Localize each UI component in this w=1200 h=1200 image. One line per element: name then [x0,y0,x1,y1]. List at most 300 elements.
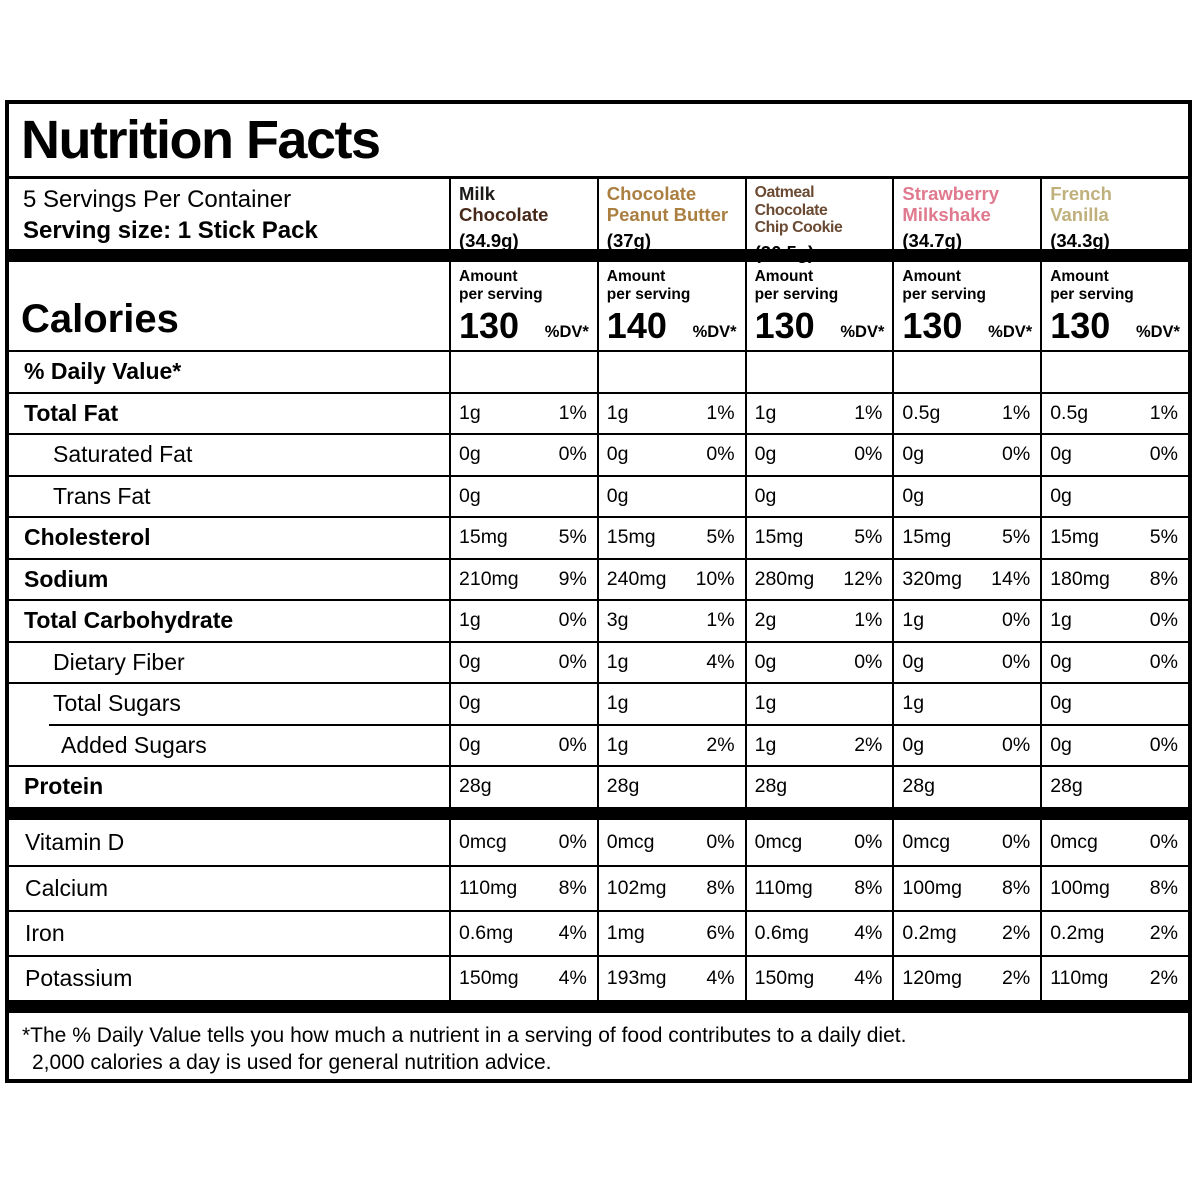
nutrient-value-cell [597,820,745,865]
nutrient-value-cell [1040,599,1188,641]
nutrient-value-cell [597,910,745,955]
nutrient-row [9,558,1188,600]
calories-cell [892,262,1040,350]
nutrient-label: Cholesterol [9,516,449,558]
footnote [9,1013,1188,1079]
per-serving-label: per serving [606,285,691,303]
nutrient-value-cell [449,433,597,475]
nutrient-amount: 0mcg [754,830,803,853]
nutrient-amount: 1g [606,733,629,756]
nutrient-amount: 280mg [754,567,815,590]
nutrient-amount: 150mg [754,966,815,989]
nutrient-label: Total Carbohydrate [9,599,449,641]
nutrient-percent: 5% [706,526,735,549]
nutrient-amount: 1g [459,609,481,632]
nutrient-value-cell [892,724,1040,766]
nutrient-row [9,682,1188,724]
flavor-name-line1: Chocolate [606,183,697,204]
nutrient-amount: 0g [754,650,777,673]
nutrient-value-cell [745,558,893,600]
nutrient-row [9,765,1188,807]
nutrient-amount: 15mg [754,526,804,549]
nutrient-amount: 1g [902,609,925,632]
percent-dv-label: %DV* [840,323,885,341]
calories-value: 130 [754,305,815,347]
calories-value-row [902,305,1033,347]
nutrient-amount: 28g [1050,775,1083,798]
nutrient-value-cell [892,955,1040,1000]
nutrient-amount: 15mg [606,526,656,549]
nutrient-value-cell [449,724,597,766]
nutrient-percent: 5% [1002,526,1031,549]
nutrient-percent: 14% [991,567,1031,590]
nutrient-amount: 0g [902,650,925,673]
nutrient-amount: 1mg [606,921,645,944]
title-row [9,104,1188,176]
nutrient-percent: 8% [1149,567,1178,590]
nutrient-value-cell [892,765,1040,807]
percent-dv-label: %DV* [1135,323,1180,341]
nutrient-amount: 15mg [459,526,508,549]
nutrient-amount: 1g [754,401,777,424]
nutrient-value-cell [892,682,1040,724]
nutrient-amount: 1g [754,733,777,756]
flavor-name-line1: Oatmeal Chocolate [754,184,828,219]
nutrient-amount: 0.2mg [1050,921,1105,944]
nutrient-percent: 4% [558,966,587,989]
nutrient-percent: 8% [706,876,735,899]
calories-cell [597,262,745,350]
nutrient-value-cell [892,910,1040,955]
nutrient-amount: 0mcg [606,830,655,853]
empty-cell [597,350,745,392]
nutrient-row [9,433,1188,475]
nutrient-percent: 5% [558,526,587,549]
nutrient-value-cell [1040,475,1188,517]
nutrient-value-cell [1040,910,1188,955]
nutrient-amount: 28g [606,775,640,798]
nutrient-value-cell [449,910,597,955]
nutrient-label: Trans Fat [9,475,449,517]
calories-label: Calories [21,297,179,341]
flavor-name-line1: Strawberry [902,183,1000,204]
nutrient-label: Added Sugars [9,724,449,766]
nutrient-amount: 0g [459,484,481,507]
flavor-name-line1: Milk [459,183,495,204]
nutrient-value-cell [597,516,745,558]
nutrient-value-cell [745,516,893,558]
flavor-name-line2: Milkshake [902,203,991,225]
nutrient-value-cell [1040,392,1188,434]
nutrient-percent: 0% [1002,733,1031,756]
nutrient-value-cell [597,765,745,807]
nutrient-value-cell [892,392,1040,434]
nutrient-value-cell [597,599,745,641]
nutrient-amount: 0g [606,443,629,466]
amount-per-serving-label [459,268,589,304]
nutrient-amount: 150mg [459,966,519,989]
daily-value-header: % Daily Value* [9,350,449,392]
nutrient-percent: 0% [854,650,883,673]
per-serving-label: per serving [1050,285,1134,303]
calories-value: 140 [606,305,667,347]
flavor-name [755,184,889,237]
nutrient-value-cell [892,641,1040,683]
nutrient-value-cell [1040,865,1188,910]
nutrient-value-cell [892,558,1040,600]
nutrient-label: Dietary Fiber [9,641,449,683]
amount-label: Amount [902,268,961,285]
nutrient-percent: 1% [1002,401,1031,424]
flavor-name-line2: Chip Cookie [754,219,843,237]
nutrient-amount: 0mcg [459,830,507,853]
nutrient-percent: 0% [1002,830,1031,853]
nutrient-amount: 240mg [606,567,667,590]
nutrient-value-cell [892,599,1040,641]
nutrient-amount: 0.6mg [459,921,514,944]
flavor-weight: (34.7g) [902,230,963,252]
nutrient-value-cell [597,475,745,517]
nutrient-label: Saturated Fat [9,433,449,475]
nutrient-value-cell [892,516,1040,558]
nutrient-amount: 110mg [754,876,813,899]
nutrient-value-cell [892,433,1040,475]
nutrient-value-cell [1040,724,1188,766]
nutrient-value-cell [597,682,745,724]
nutrient-value-cell [745,724,893,766]
nutrient-amount: 0mcg [902,830,951,853]
nutrient-percent: 2% [1149,921,1178,944]
nutrient-value-cell [892,820,1040,865]
nutrient-value-cell [597,433,745,475]
calories-cell [745,262,893,350]
serving-size: Serving size: 1 Stick Pack [23,217,318,244]
nutrient-amount: 0g [459,692,481,715]
calories-value: 130 [1050,305,1111,347]
nutrient-amount: 0g [459,650,481,673]
nutrient-percent: 0% [558,733,587,756]
amount-label: Amount [606,268,666,285]
nutrient-value-cell [745,682,893,724]
nutrient-amount: 0.5g [1050,401,1089,424]
nutrient-percent: 1% [854,609,883,632]
percent-dv-label: %DV* [692,323,737,341]
flavor-name-line2: Vanilla [1050,203,1109,225]
nutrient-row [9,516,1188,558]
flavor-name [1050,184,1184,225]
amount-per-serving-label [607,268,737,304]
nutrient-percent: 0% [1149,650,1178,673]
nutrient-percent: 10% [695,567,735,590]
nutrient-amount: 1g [1050,609,1072,632]
nutrient-value-cell [1040,820,1188,865]
nutrient-amount: 28g [459,775,492,798]
nutrient-amount: 28g [902,775,935,798]
flavor-weight: (37g) [606,230,651,252]
nutrient-amount: 0g [606,484,629,507]
empty-cell [1040,350,1188,392]
empty-cell [892,350,1040,392]
flavor-weight: (34.9g) [459,230,519,252]
nutrient-percent: 1% [706,609,735,632]
amount-per-serving-label [755,268,885,304]
calories-value: 130 [459,305,520,347]
nutrient-value-cell [1040,765,1188,807]
flavor-header [597,176,745,252]
nutrient-amount: 0g [754,443,777,466]
nutrient-percent: 0% [706,443,735,466]
nutrient-percent: 0% [1002,650,1031,673]
calories-row [9,262,1188,350]
nutrient-row [9,475,1188,517]
nutrient-value-cell [745,433,893,475]
nutrient-value-cell [1040,558,1188,600]
nutrient-percent: 6% [706,921,735,944]
nutrient-amount: 0.2mg [902,921,957,944]
nutrient-value-cell [1040,433,1188,475]
percent-dv-label: %DV* [544,323,589,341]
nutrient-amount: 0g [754,484,777,507]
nutrient-amount: 3g [606,609,629,632]
nutrient-percent: 0% [1002,443,1031,466]
amount-label: Amount [754,268,814,285]
flavor-name-line2: Chocolate [459,203,549,225]
nutrient-label: Total Sugars [9,682,449,724]
nutrient-amount: 0g [902,733,925,756]
nutrient-value-cell [745,820,893,865]
nutrient-value-cell [745,641,893,683]
flavor-name [459,184,593,225]
nutrient-amount: 0g [902,484,925,507]
flavor-header [1040,176,1188,252]
nutrient-label: Potassium [9,955,449,1000]
nutrient-percent: 12% [843,567,883,590]
empty-cell [745,350,893,392]
divider-bar [9,807,1188,820]
per-serving-label: per serving [754,285,839,303]
nutrient-percent: 4% [854,966,883,989]
flavor-header [449,176,597,252]
nutrient-label: Total Fat [9,392,449,434]
nutrient-amount: 0g [902,443,925,466]
flavor-name-line2: Peanut Butter [606,203,729,225]
divider-bar [9,1000,1188,1013]
nutrient-value-cell [1040,641,1188,683]
footnote-line2: 2,000 calories a day is used for general nutrition advice. [32,1051,552,1075]
nutrient-value-cell [597,955,745,1000]
nutrient-label: Protein [9,765,449,807]
nutrient-value-cell [597,724,745,766]
page-title: Nutrition Facts [21,110,380,170]
nutrient-amount: 320mg [902,567,963,590]
nutrient-row [9,865,1188,910]
nutrient-percent: 8% [558,876,587,899]
nutrient-percent: 0% [558,650,587,673]
footnote-line1: *The % Daily Value tells you how much a nutrient in a serving of food contributes to a daily diet. [22,1023,907,1047]
nutrient-amount: 180mg [1050,567,1110,590]
nutrient-percent: 1% [854,401,883,424]
nutrient-rows [9,350,1188,807]
nutrient-amount: 0.5g [902,401,941,424]
nutrient-label: Vitamin D [25,828,125,855]
nutrient-percent: 2% [1002,921,1031,944]
nutrient-value-cell [449,392,597,434]
nutrient-value-cell [745,910,893,955]
daily-value-header-row [9,350,1188,392]
nutrient-value-cell [1040,682,1188,724]
nutrient-percent: 4% [558,921,587,944]
nutrient-row [9,724,1188,766]
amount-per-serving-label [1050,268,1180,304]
nutrient-percent: 1% [558,401,587,424]
nutrient-amount: 100mg [902,876,963,899]
nutrient-percent: 0% [1149,609,1178,632]
amount-per-serving-label [902,268,1032,304]
nutrient-value-cell [449,682,597,724]
nutrient-amount: 110mg [459,876,518,899]
nutrient-percent: 0% [1149,733,1178,756]
nutrient-percent: 4% [854,921,883,944]
nutrient-amount: 100mg [1050,876,1110,899]
flavor-name [902,184,1036,225]
nutrient-value-cell [449,516,597,558]
nutrient-value-cell [892,865,1040,910]
per-serving-label: per serving [902,285,986,303]
nutrient-value-cell [892,475,1040,517]
nutrient-amount: 15mg [902,526,952,549]
calories-value-row [754,305,885,347]
nutrient-value-cell [745,392,893,434]
nutrient-amount: 0g [1050,692,1072,715]
nutrient-label: Iron [9,910,449,955]
nutrient-percent: 0% [706,830,735,853]
nutrient-value-cell [449,820,597,865]
header-row [9,176,1188,264]
calories-cell [1040,262,1188,350]
nutrient-percent: 0% [854,443,883,466]
calories-value: 130 [902,305,963,347]
nutrient-amount: 0g [1050,443,1072,466]
nutrient-value-cell [1040,955,1188,1000]
nutrient-value-cell [745,955,893,1000]
nutrient-percent: 5% [1149,526,1178,549]
nutrient-percent: 1% [1149,401,1178,424]
nutrient-value-cell [745,599,893,641]
nutrient-row [9,599,1188,641]
nutrient-percent: 2% [1149,966,1178,989]
nutrient-value-cell [745,765,893,807]
nutrient-amount: 1g [606,401,629,424]
nutrient-amount: 102mg [606,876,667,899]
nutrient-value-cell [449,641,597,683]
nutrient-percent: 2% [706,733,735,756]
nutrient-percent: 4% [706,966,735,989]
flavor-weight: (34.3g) [1050,230,1110,252]
calories-value-row [459,305,589,347]
nutrient-percent: 9% [558,567,587,590]
nutrient-amount: 193mg [606,966,667,989]
percent-dv-label: %DV* [988,323,1033,341]
nutrient-percent: 0% [1149,830,1178,853]
nutrient-row [9,820,1188,865]
nutrient-amount: 0g [1050,650,1072,673]
amount-label: Amount [459,268,518,285]
nutrient-amount: 1g [606,692,629,715]
nutrient-percent: 0% [558,609,587,632]
nutrient-value-cell [597,558,745,600]
nutrient-amount: 1g [459,401,481,424]
nutrient-percent: 1% [706,401,735,424]
nutrient-value-cell [449,599,597,641]
nutrient-value-cell [745,475,893,517]
nutrient-percent: 2% [1002,966,1031,989]
nutrient-percent: 0% [558,830,587,853]
nutrient-amount: 15mg [1050,526,1099,549]
nutrient-value-cell [745,865,893,910]
nutrient-value-cell [1040,516,1188,558]
nutrient-amount: 0g [459,443,481,466]
nutrient-percent: 0% [1149,443,1178,466]
nutrient-amount: 110mg [1050,966,1109,989]
nutrient-percent: 5% [854,526,883,549]
nutrient-value-cell [597,641,745,683]
nutrient-percent: 0% [1002,609,1031,632]
nutrient-amount: 28g [754,775,788,798]
flavor-name-line1: French [1050,183,1112,204]
nutrient-value-cell [449,765,597,807]
vitamin-rows [9,820,1188,1000]
serving-info [9,176,449,249]
nutrient-percent: 0% [854,830,883,853]
flavor-weight: (36.5g) [754,242,815,264]
nutrient-percent: 0% [558,443,587,466]
nutrient-value-cell [449,558,597,600]
nutrient-percent: 8% [1002,876,1031,899]
nutrient-amount: 1g [754,692,777,715]
nutrition-label [5,100,1192,1083]
flavor-name [607,184,741,225]
nutrient-percent: 8% [854,876,883,899]
nutrient-amount: 0mcg [1050,830,1098,853]
nutrient-percent: 4% [706,650,735,673]
nutrient-amount: 1g [902,692,925,715]
nutrient-value-cell [449,865,597,910]
nutrient-amount: 0.6mg [754,921,809,944]
nutrient-percent: 2% [854,733,883,756]
nutrient-value-cell [449,955,597,1000]
nutrient-amount: 0g [1050,733,1072,756]
flavor-header [892,176,1040,252]
nutrient-row [9,392,1188,434]
nutrient-amount: 2g [754,609,777,632]
nutrient-amount: 0g [1050,484,1072,507]
servings-per-container: 5 Servings Per Container [23,186,292,213]
nutrient-row [9,910,1188,955]
nutrient-value-cell [597,865,745,910]
nutrient-label: Sodium [9,558,449,600]
calories-value-row [1050,305,1180,347]
per-serving-label: per serving [459,285,543,303]
nutrient-value-cell [597,392,745,434]
nutrient-amount: 210mg [459,567,519,590]
nutrient-row [9,641,1188,683]
nutrient-amount: 1g [606,650,629,673]
nutrient-row [9,955,1188,1000]
amount-label: Amount [1050,268,1109,285]
empty-cell [449,350,597,392]
nutrient-label: Calcium [9,865,449,910]
calories-value-row [606,305,737,347]
